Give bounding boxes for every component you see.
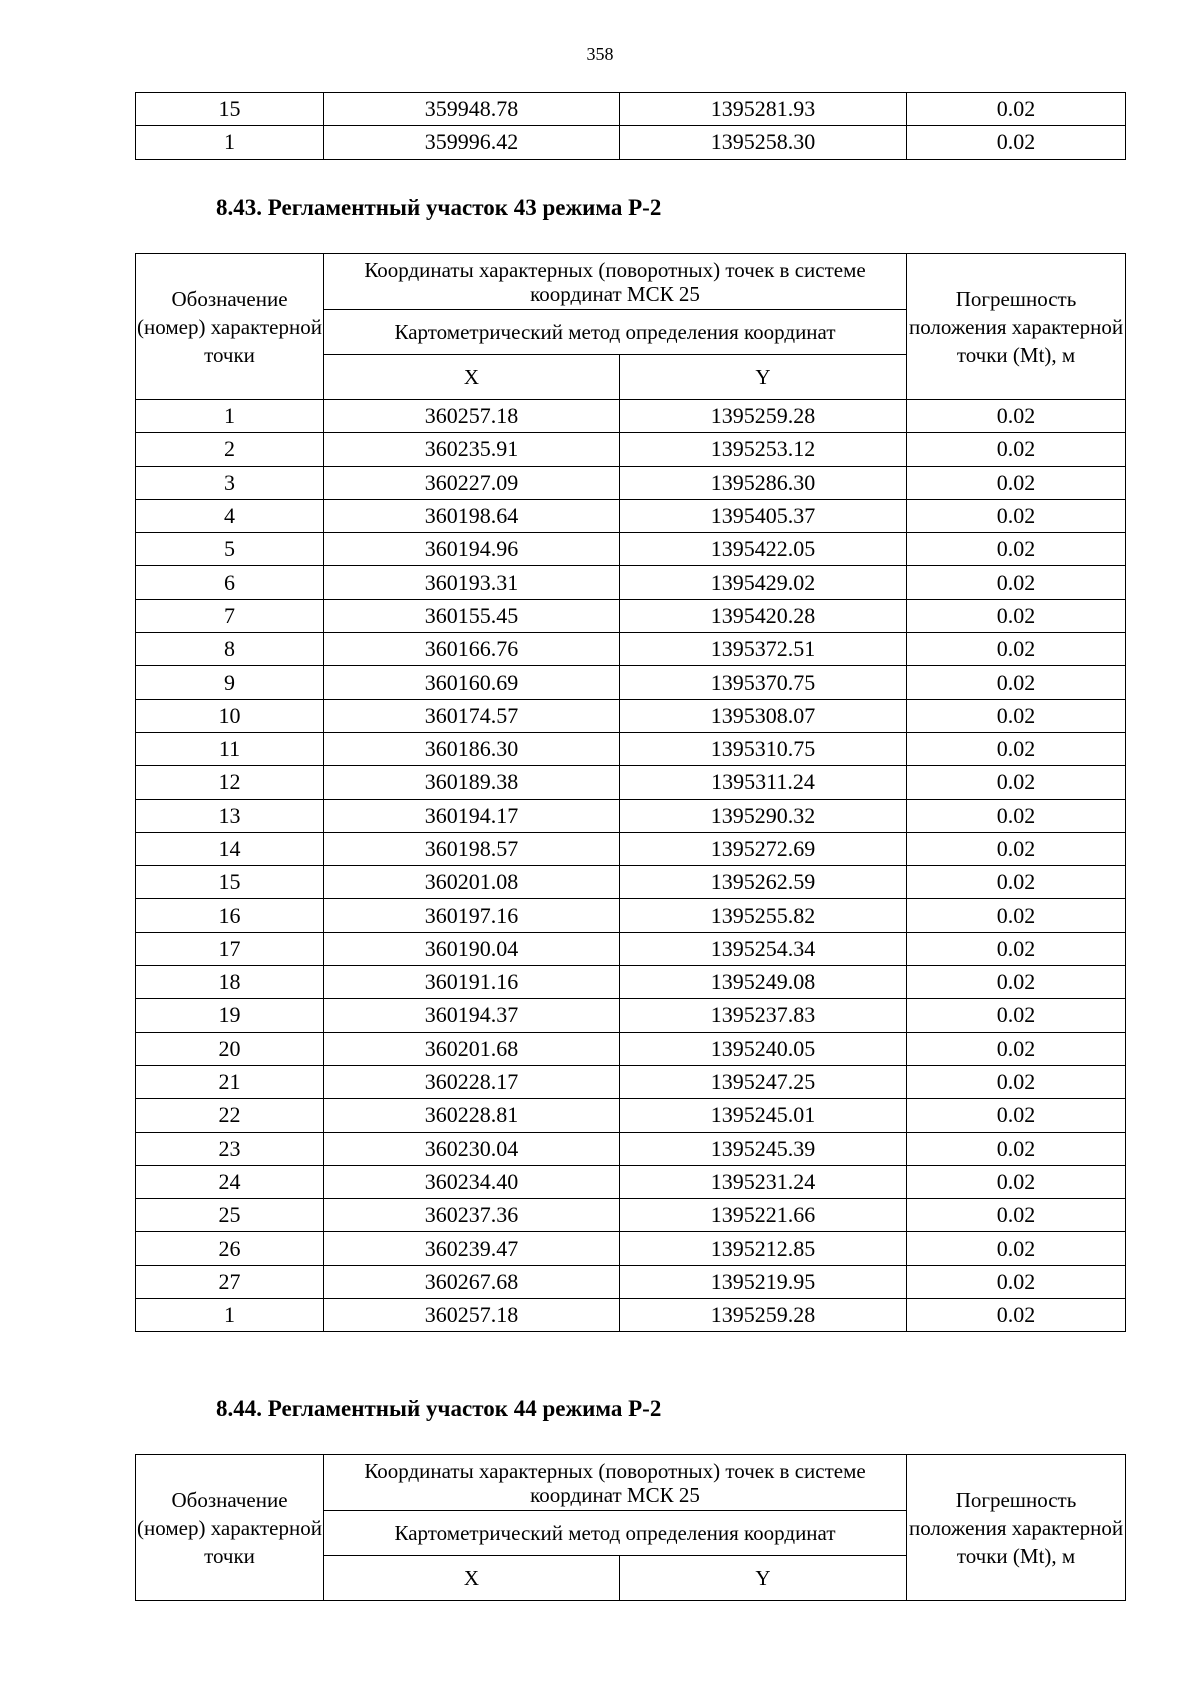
- cell-error: 0.02: [907, 866, 1126, 899]
- cell-x: 360194.37: [324, 999, 620, 1032]
- table-row: [136, 1032, 1126, 1065]
- section-43-title: 8.43. Регламентный участок 43 режима Р-2: [216, 195, 662, 220]
- table-row: [136, 499, 1126, 532]
- cell-point-id: 16: [136, 899, 324, 932]
- cell-x: 360228.17: [324, 1065, 620, 1098]
- header-coords: Координаты характерных (поворотных) точек в системе координат МСК 25: [324, 1455, 907, 1511]
- cell-error: 0.02: [907, 832, 1126, 865]
- cell-error: 0.02: [907, 93, 1126, 126]
- cell-y: 1395212.85: [620, 1232, 907, 1265]
- cell-error: 0.02: [907, 1065, 1126, 1098]
- cell-y: 1395370.75: [620, 666, 907, 699]
- cell-y: 1395253.12: [620, 433, 907, 466]
- cell-x: 360193.31: [324, 566, 620, 599]
- cell-point-id: 26: [136, 1232, 324, 1265]
- cell-x: 360267.68: [324, 1265, 620, 1298]
- cell-x: 360190.04: [324, 932, 620, 965]
- cell-point-id: 7: [136, 599, 324, 632]
- cell-y: 1395221.66: [620, 1199, 907, 1232]
- cell-error: 0.02: [907, 699, 1126, 732]
- cell-y: 1395372.51: [620, 633, 907, 666]
- cell-error: 0.02: [907, 1032, 1126, 1065]
- header-coords: Координаты характерных (поворотных) точек в системе координат МСК 25: [324, 254, 907, 310]
- cell-point-id: 1: [136, 400, 324, 433]
- cell-y: 1395262.59: [620, 866, 907, 899]
- cell-error: 0.02: [907, 1299, 1126, 1332]
- table-row: [136, 466, 1126, 499]
- cell-point-id: 3: [136, 466, 324, 499]
- cell-point-id: 4: [136, 499, 324, 532]
- cell-y: 1395245.01: [620, 1099, 907, 1132]
- cell-error: 0.02: [907, 899, 1126, 932]
- cell-y: 1395240.05: [620, 1032, 907, 1065]
- cell-point-id: 10: [136, 699, 324, 732]
- cell-error: 0.02: [907, 633, 1126, 666]
- cell-point-id: 9: [136, 666, 324, 699]
- header-error: Погрешность положения характерной точки (Mt), м: [907, 254, 1126, 400]
- cell-y: 1395420.28: [620, 599, 907, 632]
- table-row: [136, 832, 1126, 865]
- table-row: [136, 93, 1126, 126]
- table-row: [136, 699, 1126, 732]
- cell-x: 360198.64: [324, 499, 620, 532]
- cell-point-id: 15: [136, 93, 324, 126]
- table-row: [136, 433, 1126, 466]
- cell-point-id: 20: [136, 1032, 324, 1065]
- coordinates-table-44: [135, 1454, 1126, 1601]
- cell-error: 0.02: [907, 1232, 1126, 1265]
- table-row: [136, 932, 1126, 965]
- table-row: [136, 1099, 1126, 1132]
- cell-error: 0.02: [907, 433, 1126, 466]
- cell-point-id: 8: [136, 633, 324, 666]
- cell-point-id: 15: [136, 866, 324, 899]
- header-method: Картометрический метод определения координат: [324, 1511, 907, 1556]
- table-row: [136, 899, 1126, 932]
- cell-point-id: 18: [136, 966, 324, 999]
- cell-point-id: 21: [136, 1065, 324, 1098]
- cell-error: 0.02: [907, 533, 1126, 566]
- table-row: [136, 1065, 1126, 1098]
- cell-x: 360228.81: [324, 1099, 620, 1132]
- cell-error: 0.02: [907, 732, 1126, 765]
- cell-point-id: 1: [136, 1299, 324, 1332]
- cell-y: 1395219.95: [620, 1265, 907, 1298]
- cell-error: 0.02: [907, 126, 1126, 159]
- table-row: [136, 866, 1126, 899]
- header-error: Погрешность положения характерной точки (Mt), м: [907, 1455, 1126, 1601]
- cell-x: 360174.57: [324, 699, 620, 732]
- cell-x: 360189.38: [324, 766, 620, 799]
- cell-x: 359996.42: [324, 126, 620, 159]
- section-44-title: 8.44. Регламентный участок 44 режима Р-2: [216, 1396, 662, 1421]
- cell-error: 0.02: [907, 966, 1126, 999]
- header-y: Y: [620, 355, 907, 400]
- cell-point-id: 23: [136, 1132, 324, 1165]
- cell-point-id: 25: [136, 1199, 324, 1232]
- cell-y: 1395311.24: [620, 766, 907, 799]
- cell-error: 0.02: [907, 666, 1126, 699]
- table-row: [136, 1299, 1126, 1332]
- table-row: [136, 566, 1126, 599]
- table-row: [136, 666, 1126, 699]
- cell-point-id: 17: [136, 932, 324, 965]
- cell-error: 0.02: [907, 999, 1126, 1032]
- cell-x: 360237.36: [324, 1199, 620, 1232]
- cell-error: 0.02: [907, 799, 1126, 832]
- cell-point-id: 6: [136, 566, 324, 599]
- header-x: X: [324, 1556, 620, 1601]
- header-point-id: Обозначение (номер) характерной точки: [136, 1455, 324, 1601]
- cell-point-id: 1: [136, 126, 324, 159]
- table-row: [136, 126, 1126, 159]
- table-row: [136, 732, 1126, 765]
- cell-x: 360235.91: [324, 433, 620, 466]
- cell-y: 1395308.07: [620, 699, 907, 732]
- cell-error: 0.02: [907, 766, 1126, 799]
- cell-y: 1395237.83: [620, 999, 907, 1032]
- cell-x: 359948.78: [324, 93, 620, 126]
- cell-x: 360198.57: [324, 832, 620, 865]
- cell-point-id: 19: [136, 999, 324, 1032]
- cell-error: 0.02: [907, 1199, 1126, 1232]
- continuation-table: [135, 92, 1126, 160]
- cell-y: 1395429.02: [620, 566, 907, 599]
- table-row: [136, 799, 1126, 832]
- cell-x: 360155.45: [324, 599, 620, 632]
- cell-x: 360234.40: [324, 1165, 620, 1198]
- cell-error: 0.02: [907, 400, 1126, 433]
- cell-x: 360186.30: [324, 732, 620, 765]
- cell-y: 1395290.32: [620, 799, 907, 832]
- cell-x: 360194.96: [324, 533, 620, 566]
- cell-error: 0.02: [907, 1099, 1126, 1132]
- cell-x: 360201.68: [324, 1032, 620, 1065]
- cell-x: 360257.18: [324, 400, 620, 433]
- cell-point-id: 5: [136, 533, 324, 566]
- cell-x: 360194.17: [324, 799, 620, 832]
- cell-x: 360160.69: [324, 666, 620, 699]
- cell-point-id: 22: [136, 1099, 324, 1132]
- cell-point-id: 12: [136, 766, 324, 799]
- cell-y: 1395245.39: [620, 1132, 907, 1165]
- cell-point-id: 24: [136, 1165, 324, 1198]
- cell-y: 1395247.25: [620, 1065, 907, 1098]
- cell-error: 0.02: [907, 1132, 1126, 1165]
- table-row: [136, 1232, 1126, 1265]
- cell-y: 1395259.28: [620, 400, 907, 433]
- table-row: [136, 633, 1126, 666]
- table-row: [136, 999, 1126, 1032]
- table-row: [136, 1199, 1126, 1232]
- cell-y: 1395231.24: [620, 1165, 907, 1198]
- cell-x: 360201.08: [324, 866, 620, 899]
- cell-y: 1395310.75: [620, 732, 907, 765]
- cell-point-id: 11: [136, 732, 324, 765]
- cell-error: 0.02: [907, 599, 1126, 632]
- cell-x: 360197.16: [324, 899, 620, 932]
- header-method: Картометрический метод определения координат: [324, 310, 907, 355]
- table-row: [136, 1165, 1126, 1198]
- cell-y: 1395249.08: [620, 966, 907, 999]
- cell-point-id: 14: [136, 832, 324, 865]
- cell-error: 0.02: [907, 1265, 1126, 1298]
- cell-x: 360257.18: [324, 1299, 620, 1332]
- cell-y: 1395286.30: [620, 466, 907, 499]
- cell-x: 360239.47: [324, 1232, 620, 1265]
- table-row: [136, 766, 1126, 799]
- cell-error: 0.02: [907, 566, 1126, 599]
- cell-error: 0.02: [907, 1165, 1126, 1198]
- cell-y: 1395422.05: [620, 533, 907, 566]
- cell-x: 360227.09: [324, 466, 620, 499]
- coordinates-table-43: [135, 253, 1126, 1332]
- cell-y: 1395272.69: [620, 832, 907, 865]
- cell-y: 1395405.37: [620, 499, 907, 532]
- page-number: 358: [586, 44, 614, 64]
- table-row: [136, 599, 1126, 632]
- cell-x: 360166.76: [324, 633, 620, 666]
- cell-point-id: 13: [136, 799, 324, 832]
- table-row: [136, 533, 1126, 566]
- cell-y: 1395254.34: [620, 932, 907, 965]
- table-row: [136, 966, 1126, 999]
- cell-point-id: 2: [136, 433, 324, 466]
- header-point-id: Обозначение (номер) характерной точки: [136, 254, 324, 400]
- table-row: [136, 1265, 1126, 1298]
- cell-point-id: 27: [136, 1265, 324, 1298]
- cell-y: 1395258.30: [620, 126, 907, 159]
- cell-error: 0.02: [907, 932, 1126, 965]
- cell-error: 0.02: [907, 499, 1126, 532]
- header-y: Y: [620, 1556, 907, 1601]
- cell-x: 360191.16: [324, 966, 620, 999]
- table-row: [136, 400, 1126, 433]
- cell-y: 1395259.28: [620, 1299, 907, 1332]
- cell-y: 1395255.82: [620, 899, 907, 932]
- cell-error: 0.02: [907, 466, 1126, 499]
- table-row: [136, 1132, 1126, 1165]
- header-x: X: [324, 355, 620, 400]
- cell-x: 360230.04: [324, 1132, 620, 1165]
- cell-y: 1395281.93: [620, 93, 907, 126]
